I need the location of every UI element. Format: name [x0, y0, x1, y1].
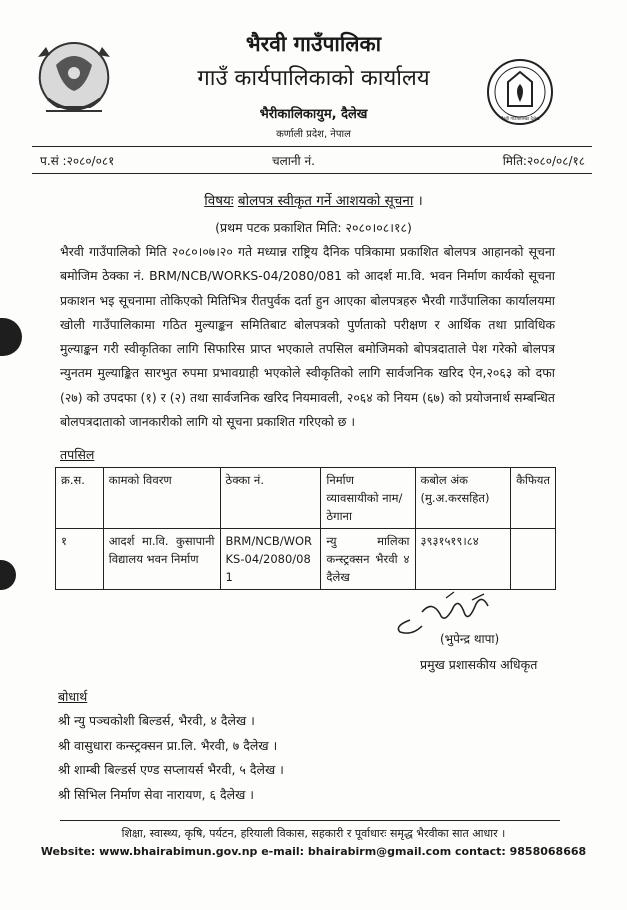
letter-number: प.सं :२०८०/०८१ [40, 154, 115, 168]
header-rule-bottom [32, 173, 592, 174]
column-header: ठेक्का नं. [220, 468, 321, 529]
subject-line [0, 191, 627, 209]
letter-date: मिति:२०८०/०८/१८ [502, 154, 585, 168]
list-item: श्री वासुधारा कन्स्ट्रक्सन प्रा.लि. भैरवी, ७ दैलेख । [58, 737, 278, 753]
list-item: श्री न्यु पञ्चकोशी बिल्डर्स, भैरवी, ४ दैलेख । [58, 713, 255, 728]
column-header: क्र.स. [56, 468, 104, 529]
list-item: श्री शाम्बी बिल्डर्स एण्ड सप्लायर्स भैरवी, ५ दैलेख । [58, 762, 284, 777]
dispatch-number: चलानी नं. [272, 154, 315, 168]
table-header-row [56, 468, 556, 529]
header-rule-top [32, 146, 592, 147]
footer-motto: शिक्षा, स्वास्थ्य, कृषि, पर्यटन, हरियाली विकास, सहकारी र पूर्वाधारः समृद्ध भैरवीका सात आधार । [121, 827, 506, 840]
table-cell [511, 529, 556, 590]
reference-row [40, 149, 585, 171]
column-header: निर्माण व्यावसायीको नाम/ठेगाना [321, 468, 415, 529]
office-province: कर्णाली प्रदेश, नेपाल [276, 129, 351, 140]
cc-list [58, 709, 284, 807]
table-cell: आदर्श मा.वि. कुसापानी विद्यालय भवन निर्माण [103, 529, 220, 590]
subject-suffix: । [417, 193, 423, 209]
column-header: कबोल अंक (मु.अ.करसहित) [415, 468, 511, 529]
first-publication-date: (प्रथम पटक प्रकाशित मिति: २०८०।०८।१८) [215, 220, 412, 235]
table-cell: न्यु मालिका कन्स्ट्रक्सन भैरवी ४ दैलेख [321, 529, 415, 590]
office-name: भैरवी गाउँपालिका [245, 32, 382, 56]
notice-body: भैरवी गाउँपालिको मिति २०८०।०७।२० गते मध्यान्न राष्ट्रिय दैनिक पत्रिकामा प्रकाशित बोलपत्र आहानको सूचना बमोजिम ठेक्का नं. BRM/NCB/WORKS-04/2080/081 को आदर्श मा.वि. भवन निर्माण कार्यको सूचना प्रकाशन भइ सूचनामा तोकिएको मितिभित्र रीतपुर्वक दर्ता हुन आएका बोलपत्रहरु भैरवी गाउँपालिका कार्यालयमा खोली गाउँपालिकामा गठित मुल्याङ्कन समितिबाट बोलपत्रको पुर्णताको परीक्षण र आर्थिक तथा प्राविधिक मुल्याङ्कन गरी स्वीकृतिका लागि सिफारिस प्राप्त भएकाले तपसिल बमोजिमको बोपत्रदाताले पेश गरेको बोलपत्र न्युनतम मुल्याङ्कित सारभुत रुपमा प्रभावग्राही भएकोले स्वीकृतिको लागि सार्वजनिक खरिद ऐन,२०६३ को दफा (२७) को उपदफा (१) र (२) तथा सार्वजनिक खरिद नियमावली, २०६४ को नियम (६७) को प्रयोजनार्थ सम्बन्धित बोलपत्रदाताको जानकारीको लागि यो सूचना प्रकाशित गरिएको छ । [60, 244, 555, 430]
footer-contact: Website: www.bhairabimun.gov.np e-mail: bhairabirm@gmail.com contact: 9858068668 [40, 845, 587, 858]
signatory-title: प्रमुख प्रशासकीय अधिकृत [420, 657, 538, 672]
office-address: भैरीकालिकायुम, दैलेख [259, 107, 368, 122]
hole-punch-mark [0, 560, 16, 590]
subject-text: बोलपत्र स्वीकृत गर्ने आशयको सूचना [237, 193, 414, 209]
cc-label: बोधार्थ [58, 689, 88, 704]
signatory-name: (भुपेन्द्र थापा) [440, 632, 500, 646]
office-subtitle: गाउँ कार्यपालिकाको कार्यालय [197, 66, 430, 91]
bid-table [55, 467, 556, 590]
table-cell: BRM/NCB/WORKS-04/2080/081 [220, 529, 321, 590]
column-header: कैफियत [511, 468, 556, 529]
column-header: कामको विवरण [103, 468, 220, 529]
table-row [56, 529, 556, 590]
footer-rule [60, 820, 560, 821]
subject-prefix: विषयः [204, 193, 234, 209]
seal-text: भैरवी गाउँपालिका दैलेख [500, 117, 540, 122]
hole-punch-mark [0, 318, 22, 356]
list-item: श्री सिभिल निर्माण सेवा नारायण, ६ दैलेख । [58, 786, 255, 802]
details-label: तपसिल [60, 447, 95, 462]
table-cell: १ [56, 529, 104, 590]
table-cell: ३९३१५१९।८४ [415, 529, 511, 590]
